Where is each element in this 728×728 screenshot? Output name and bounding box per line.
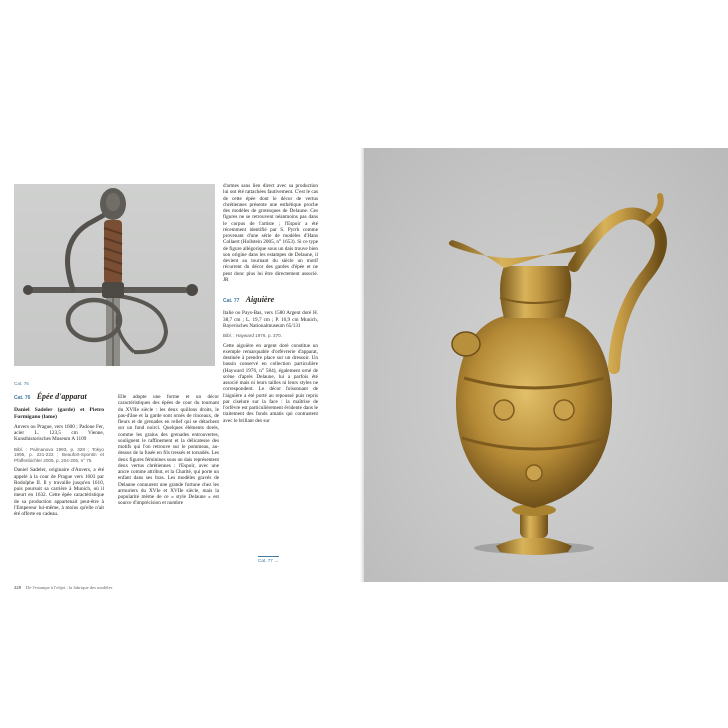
cat77-biblio: Bibl. : Hayward 1976, p. 370. xyxy=(223,333,282,338)
sword-photo xyxy=(14,184,215,366)
column-1 xyxy=(14,394,104,521)
folio-number: 228 xyxy=(14,585,21,590)
cat77-title: Aiguière xyxy=(245,295,275,304)
cat76-number: Cat. 76 xyxy=(14,395,31,401)
cat77-heading xyxy=(223,297,318,304)
column-2 xyxy=(118,394,219,511)
page-folio xyxy=(14,585,112,590)
cat76-text-col2: Elle adopte une forme et un décor caractéristiques des épées de cour du tournant du XVIIe siècle : les deux quillons droits, le pas-d'âne et la garde sont ornés de rinceaux, de fleurs et de grenades en relief qui se détachent sur un fond noirci. Quelques éléments dorés, comme les grains des grenades entrouvertes, soulignent le raffinement et la délicatesse des motifs qui l'on retrouve sur le pommeau, au-dessus de la fusée en fils tressés et torsadés. Les deux figures féminines sous un dais représentent deux vertus chrétiennes : l'Espoir, avec une ancre comme attribut, et la Charité, qui porte un enfant dans ses bras. Les modèles gravés de Delaune connurent une grande fortune chez les armuriers du XVIe et XVIIe siècle, mais la popularité même de ce « style Delaune » est source d'imprécision et nombre xyxy=(118,394,219,507)
cat76-heading xyxy=(14,394,104,401)
book-spread xyxy=(0,148,728,582)
cat77-meta: Italie ou Pays-Bas, vers 1580 Argent doré H. 38,7 cm ; L. 19,7 cm ; P. 16,9 cm Munich, Bayerisches Nationalmuseum 65/131 xyxy=(223,310,318,329)
folio-title: De l'estampe à l'objet : la fabrique des modèles xyxy=(26,585,113,590)
cat76-title: Épée d'apparat xyxy=(36,392,87,401)
photo-caption: Cat. 76 xyxy=(14,381,29,386)
cat77-link[interactable]: Cat. 77 → xyxy=(258,558,279,563)
cat77-number: Cat. 77 xyxy=(223,298,240,304)
sword-illustration xyxy=(14,184,215,366)
column-3 xyxy=(223,183,318,428)
cat76-text-col1: Daniel Sadeler, originaire d'Anvers, a été appelé à la cour de Prague vers 1603 par Rodolphe II. Il y travaille jusqu'en 1610, puis poursuit sa carrière à Munich, où il meurt en 1632. Cette épée caractéristique de sa production appartenait peut-être à l'Empereur lui-même, à moins qu'elle n'ait été offerte en cadeau. xyxy=(14,467,104,518)
cat76-maker: Daniel Sadeler (garde) et Pietro Formigano (lame) xyxy=(14,407,104,420)
cat76-text-col3: d'armes sans lien direct avec sa production lui ont été rattachées fautivement. C'est le cas de cette épée dont le décor de vertus chrétiennes présente une esthétique proche des modèles de grotesques de Delaune. Ces figures ne se retrouvent néanmoins pas dans le corpus de l'artiste ; l'Espoir a été récemment identifié par S. Pyrrh comme provenant d'une série de modèles d'Hans Collaert (Hollstein 2005, n° 1653). Si ce type de figure allégorique sous un dais trouve bien son origine dans les estampes de Delaune, il devient au tournant du siècle un motif récurrent du décor des gardes d'épée et ne peut donc plus lui être directement associé. JR xyxy=(223,183,318,283)
cat77-text: Cette aiguière en argent doré constitue un exemple remarquable d'orfèvrerie d'apparat, destinée à prendre place sur un dressoir. Un bassin conservé en collection particulière (Hayward 1976, n° 584), également orné de scène d'après Delaune, lui a parfois été associé mais ni leurs tailles ni leurs styles ne correspondent. Le décor foisonnant de l'aiguière a été porté au repoussé puis repris par ciselure sur la face : la maîtrise de l'orfèvre est particulièrement évidente dans le traitement des fonds amatis qui contrastent avec le brillant des sur xyxy=(223,342,318,424)
left-page xyxy=(0,148,364,582)
cat76-biblio: Bibl. : Palmanova 1993, p. 328 ; Tokyo 1995, p. 221-222 ; Beaufort-Spontin et Pfaffenbichler 2005, p. 204-205, n° 75. xyxy=(14,446,104,463)
cat76-meta: Anvers ou Prague, vers 1600 ; Padoue Fer, acier L. 123,5 cm Vienne, Kunsthistorisches Museum A 1109 xyxy=(14,423,104,443)
ewer-illustration xyxy=(364,148,728,582)
right-page-photo xyxy=(364,148,728,582)
